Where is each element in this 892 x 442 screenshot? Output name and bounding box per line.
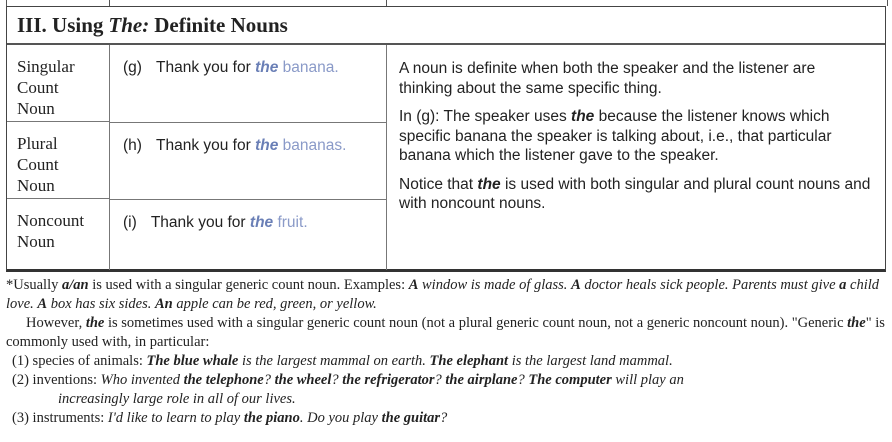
example-number: (g) <box>123 59 142 76</box>
explanation-paragraph <box>399 175 871 214</box>
text-run: inventions: <box>32 372 97 388</box>
example-text: Who invented <box>100 372 180 388</box>
footnote-generic-the <box>6 314 886 352</box>
emphasis-the: the <box>477 175 501 193</box>
emphasis: the telephone <box>183 372 264 388</box>
example-lead: Thank you for <box>155 59 251 76</box>
table-row <box>7 122 109 199</box>
emphasis: the refrigerator <box>342 372 435 388</box>
row-label <box>7 199 109 252</box>
label-column <box>7 45 110 270</box>
emphasis: the wheel <box>274 372 332 388</box>
label-line: Plural <box>17 134 58 153</box>
example-text: . Do you play <box>299 410 378 426</box>
explanation-text <box>387 45 885 214</box>
text-run: is used with both singular and plural count nouns and with noncount nouns. <box>399 175 871 212</box>
list-item <box>6 409 886 428</box>
example-sentence <box>109 200 386 232</box>
footnotes <box>6 276 886 428</box>
list-item <box>6 371 886 390</box>
example-lead: Thank you for <box>155 137 251 154</box>
label-line: Noun <box>17 176 55 195</box>
emphasis: A <box>571 277 581 293</box>
explanation-paragraph <box>399 107 871 166</box>
example-text: child love. <box>6 277 880 312</box>
explanation-column <box>387 45 885 270</box>
emphasis: The blue whale <box>146 353 239 369</box>
section-numeral: III. <box>17 12 47 37</box>
text-run: instruments: <box>32 410 105 426</box>
example-sentence <box>109 45 386 77</box>
example-the: the <box>255 137 279 154</box>
emphasis: the airplane <box>445 372 518 388</box>
section-title-pre: Using <box>52 12 104 37</box>
label-line: Singular <box>17 57 75 76</box>
example-text: box has six sides. <box>50 296 152 312</box>
footnote-generic-a-an <box>6 276 886 314</box>
label-line: Noncount <box>17 211 85 230</box>
emphasis: a <box>839 277 847 293</box>
emphasis: the piano <box>243 410 300 426</box>
section-title <box>7 7 885 45</box>
text-run: species of animals: <box>32 353 143 369</box>
example-sentence <box>109 123 386 155</box>
example-text: ? <box>263 372 271 388</box>
list-item-continuation: increasingly large role in all of our lives. <box>58 391 296 407</box>
table-row <box>7 45 109 122</box>
example-text: is the largest land mammal. <box>511 353 673 369</box>
example-end: . <box>303 214 308 231</box>
example-text: ? <box>331 372 339 388</box>
label-line: Noun <box>17 232 55 251</box>
example-text: ? <box>440 410 448 426</box>
example-column <box>109 45 387 270</box>
section-title-em: The: <box>108 12 150 37</box>
example-noun: banana <box>282 59 335 76</box>
emphasis-the: the <box>571 108 595 125</box>
example-text: apple can be red, green, or yellow. <box>176 296 377 312</box>
text-run: Notice that <box>399 175 474 193</box>
example-noun: fruit <box>277 214 304 231</box>
text-run: In (g): The speaker uses <box>399 108 567 125</box>
label-line: Noun <box>17 99 55 118</box>
example-text: ? <box>434 372 442 388</box>
list-number: (1) <box>12 353 29 369</box>
text-run: is used with a singular generic count noun. Examples: <box>92 277 406 293</box>
table-body <box>7 45 885 270</box>
example-text: ? <box>517 372 525 388</box>
label-line: Count <box>17 155 59 174</box>
example-end: . <box>334 59 339 76</box>
list-number: (3) <box>12 410 29 426</box>
emphasis: the guitar <box>381 410 441 426</box>
example-row <box>109 45 386 121</box>
example-the: the <box>249 214 274 231</box>
example-lead: Thank you for <box>150 214 246 231</box>
example-row <box>109 122 386 199</box>
row-label <box>7 122 109 196</box>
emphasis: A <box>408 277 419 293</box>
example-row <box>109 199 386 271</box>
text-run: *Usually <box>6 277 59 293</box>
emphasis: A <box>37 296 48 312</box>
emphasis: the <box>85 315 105 331</box>
example-text: I'd like to learn to play <box>107 410 241 426</box>
example-end: . <box>342 137 347 154</box>
table-row <box>7 199 109 270</box>
emphasis: An <box>155 296 173 312</box>
emphasis: a/an <box>61 277 89 293</box>
example-number: (i) <box>123 214 137 231</box>
list-number: (2) <box>12 372 29 388</box>
example-the: the <box>255 59 279 76</box>
label-line: Count <box>17 78 59 97</box>
emphasis: the <box>847 315 866 331</box>
example-number: (h) <box>123 137 142 154</box>
example-text: window is made of glass. <box>422 277 568 293</box>
row-label <box>7 45 109 119</box>
explanation-paragraph: A noun is definite when both the speaker and the listener are thinking about the same specific thing. <box>399 60 816 97</box>
example-text: is the largest mammal on earth. <box>241 353 426 369</box>
text-run: because the listener knows which specific banana the speaker is talking about, i.e., that particular banana which the listener gave to the speaker. <box>399 108 832 164</box>
emphasis: The computer <box>528 372 612 388</box>
emphasis: The elephant <box>429 353 509 369</box>
example-text: will play an <box>615 372 684 388</box>
text-run: However, <box>26 315 83 331</box>
list-item <box>6 352 886 371</box>
text-run: is sometimes used with a singular generic count noun (not a plural generic count noun, not a generic noncount noun). "Generic <box>107 315 844 331</box>
example-noun: bananas <box>282 137 343 154</box>
definite-nouns-table <box>6 6 886 272</box>
section-title-post: Definite Nouns <box>154 12 288 37</box>
text-run: " is commonly used with, in particular: <box>6 315 885 350</box>
example-text: doctor heals sick people. Parents must give <box>584 277 836 293</box>
